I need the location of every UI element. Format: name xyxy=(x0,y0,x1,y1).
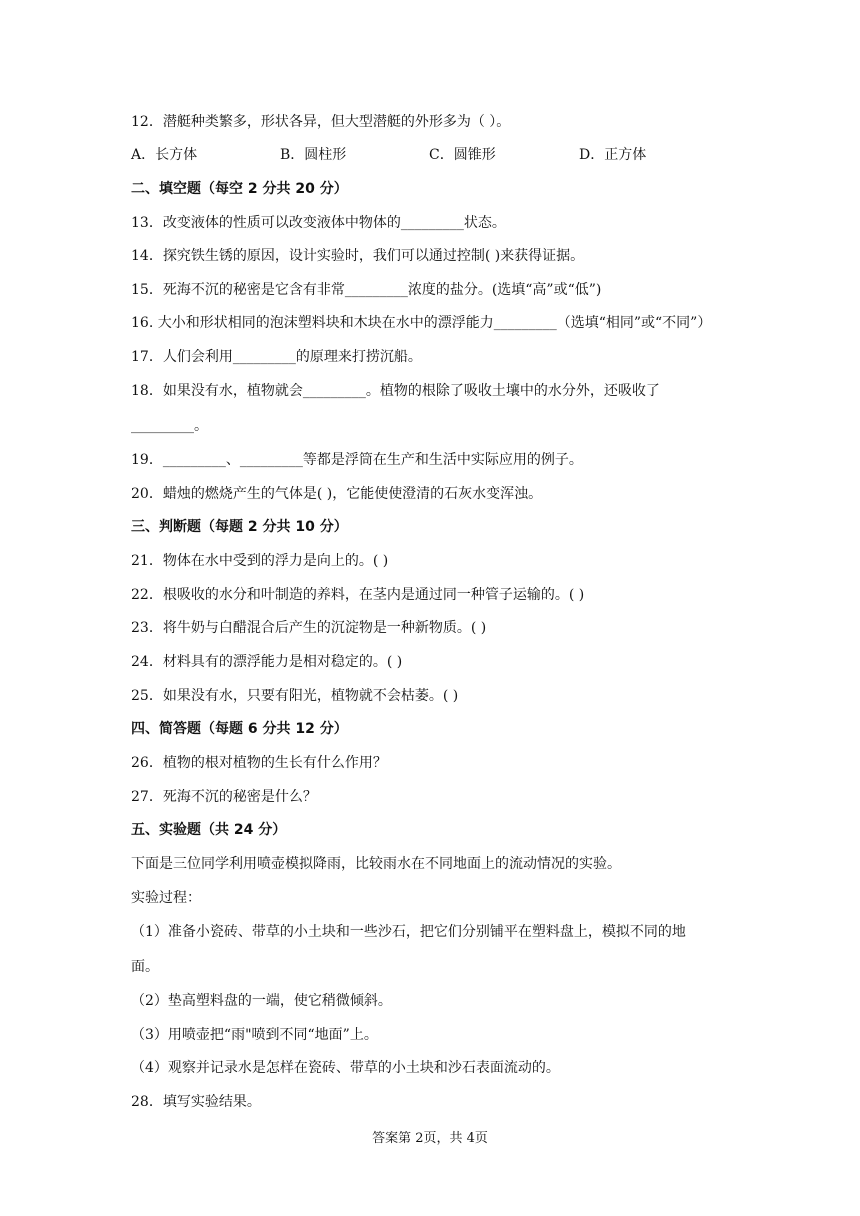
q18-line1: 18．如果没有水，植物就会_________。植物的根除了吸收土壤中的水分外，还吸收了 xyxy=(131,383,660,399)
q20: 20．蜡烛的燃烧产生的气体是( )，它能使使澄清的石灰水变浑浊。 xyxy=(131,486,543,502)
q18-line2: _________。 xyxy=(131,418,208,434)
q22: 22．根吸收的水分和叶制造的养料，在茎内是通过同一种管子运输的。( ) xyxy=(131,587,585,603)
q12-option-a: A．长方体 xyxy=(131,147,198,163)
q15: 15．死海不沉的秘密是它含有非常_________浓度的盐分。(选填“高”或“低”) xyxy=(131,282,602,298)
experiment-step-2: （2）垫高塑料盘的一端，使它稍微倾斜。 xyxy=(131,993,392,1009)
experiment-step-1-line1: （1）准备小瓷砖、带草的小土块和一些沙石，把它们分别铺平在塑料盘上，模拟不同的地 xyxy=(131,924,686,940)
experiment-process-label: 实验过程： xyxy=(131,890,201,906)
page-footer: 答案第 2页，共 4页 xyxy=(372,1131,488,1146)
q25: 25．如果没有水，只要有阳光，植物就不会枯萎。( ) xyxy=(131,688,459,704)
section-2-heading: 二、填空题（每空 2 分共 20 分） xyxy=(131,181,348,197)
q12-option-b: B．圆柱形 xyxy=(280,147,347,163)
q26: 26．植物的根对植物的生长有什么作用？ xyxy=(131,755,387,771)
q21: 21．物体在水中受到的浮力是向上的。( ) xyxy=(131,553,389,569)
q17: 17．人们会利用_________的原理来打捞沉船。 xyxy=(131,349,422,365)
section-4-heading: 四、简答题（每题 6 分共 12 分） xyxy=(131,721,348,737)
q12-option-c: C．圆锥形 xyxy=(429,147,496,163)
experiment-step-4: （4）观察并记录水是怎样在瓷砖、带草的小土块和沙石表面流动的。 xyxy=(131,1060,560,1076)
q12-option-d: D．正方体 xyxy=(579,147,647,163)
experiment-intro: 下面是三位同学利用喷壶模拟降雨，比较雨水在不同地面上的流动情况的实验。 xyxy=(131,856,621,872)
experiment-step-1-line2: 面。 xyxy=(131,959,159,975)
q24: 24．材料具有的漂浮能力是相对稳定的。( ) xyxy=(131,654,403,670)
q19: 19．_________、_________等都是浮筒在生产和生活中实际应用的例子。 xyxy=(131,452,583,468)
q14: 14．探究铁生锈的原因，设计实验时，我们可以通过控制( )来获得证据。 xyxy=(131,248,585,264)
section-5-heading: 五、实验题（共 24 分） xyxy=(131,822,287,838)
section-3-heading: 三、判断题（每题 2 分共 10 分） xyxy=(131,519,348,535)
q12-stem: 12．潜艇种类繁多，形状各异，但大型潜艇的外形多为（ ）。 xyxy=(131,114,511,130)
q16: 16. 大小和形状相同的泡沫塑料块和木块在水中的漂浮能力_________（选填“相同”或“不同”） xyxy=(131,315,712,331)
q27: 27．死海不沉的秘密是什么？ xyxy=(131,789,317,805)
experiment-step-3: （3）用喷壶把“雨"喷到不同“地面”上。 xyxy=(131,1027,378,1043)
q28: 28．填写实验结果。 xyxy=(131,1094,261,1110)
q23: 23．将牛奶与白醋混合后产生的沉淀物是一种新物质。( ) xyxy=(131,620,487,636)
q13: 13．改变液体的性质可以改变液体中物体的_________状态。 xyxy=(131,215,506,231)
